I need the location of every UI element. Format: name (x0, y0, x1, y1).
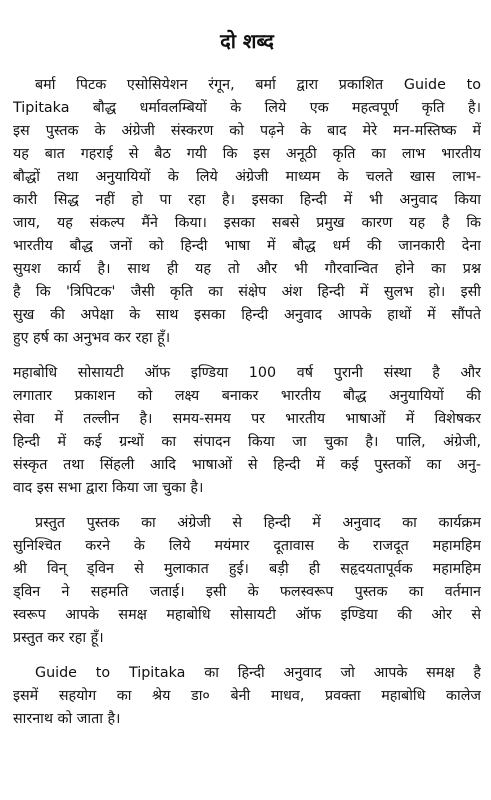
paragraph-1 (13, 74, 481, 350)
text-line: स्वरूप आपके समक्ष महाबोधि सोसायटी ऑफ इण्डिया की ओर से (13, 607, 481, 623)
text-line: सुयश कार्य है। साथ ही यह तो और भी गौरवान्वित होने का प्रश्न (13, 261, 481, 277)
text-line: इस पुस्तक के अंग्रेजी संस्करण को पढ़ने के बाद मेरे मन-मस्तिष्क में (13, 123, 481, 139)
text-line: हुए हर्ष का अनुभव कर रहा हूँ। (13, 330, 171, 346)
page-title: दो शब्द (220, 29, 274, 53)
text-line: भारतीय बौद्ध जनों को हिन्दी भाषा में बौद्ध धर्म की जानकारी देना (13, 238, 481, 254)
text-line: ड्विन ने सहमति जताई। इसी के फलस्वरूप पुस्तक का वर्तमान (13, 584, 481, 600)
text-line: सारनाथ को जाता है। (13, 711, 121, 727)
text-line: जाय, यह संकल्प मैंने किया। इसका सबसे प्रमुख कारण यह है कि (13, 215, 481, 231)
text-line: बर्मा पिटक एसोसियेशन रंगून, बर्मा द्वारा प्रकाशित Guide to (35, 77, 481, 93)
paragraph-3 (13, 512, 481, 650)
text-line: महाबोधि सोसायटी ऑफ इण्डिया 100 वर्ष पुरानी संस्था है और (13, 365, 481, 381)
paragraph-4 (13, 662, 481, 731)
text-line: श्री विन् ड्विन से मुलाकात हुई। बड़ी ही सहृदयतापूर्वक महामहिम (13, 561, 481, 577)
text-line: है कि 'त्रिपिटक' जैसी कृति का संक्षेप अंश हिन्दी में सुलभ हो। इसी (13, 284, 481, 300)
text-line: संस्कृत तथा सिंहली आदि भाषाओं से हिन्दी में कई पुस्तकों का अनु- (13, 457, 481, 473)
text-line: सुनिश्चित करने के लिये मयंमार दूतावास के राजदूत महामहिम (13, 538, 481, 554)
paragraph-2 (13, 362, 481, 500)
text-line: लगातार प्रकाशन को लक्ष्य बनाकर भारतीय बौद्ध अनुयायियों की (13, 388, 481, 404)
text-line: कारी सिद्ध नहीं हो पा रहा है। इसका हिन्दी में भी अनुवाद किया (13, 192, 481, 208)
text-line: सुख की अपेक्षा के साथ इसका हिन्दी अनुवाद आपके हाथों में सौंपते (13, 307, 481, 323)
text-line: वाद इस सभा द्वारा किया जा चुका है। (13, 480, 204, 496)
text-line: यह बात गहराई से बैठ गयी कि इस अनूठी कृति का लाभ भारतीय (13, 146, 481, 162)
text-line: हिन्दी में कई ग्रन्थों का संपादन किया जा चुका है। पालि, अंग्रेजी, (13, 434, 481, 450)
text-line: Tipitaka बौद्ध धर्मावलम्बियों के लिये एक महत्वपूर्ण कृति है। (13, 100, 481, 116)
text-line: प्रस्तुत पुस्तक का अंग्रेजी से हिन्दी में अनुवाद का कार्यक्रम (35, 515, 481, 531)
text-line: Guide to Tipitaka का हिन्दी अनुवाद जो आपके समक्ष है (35, 665, 481, 681)
text-line: प्रस्तुत कर रहा हूँ। (13, 630, 104, 646)
text-line: इसमें सहयोग का श्रेय डा० बेनी माधव, प्रवक्ता महाबोधि कालेज (13, 688, 481, 704)
text-line: सेवा में तल्लीन है। समय-समय पर भारतीय भाषाओं में विशेषकर (13, 411, 481, 427)
text-line: बौद्धों तथा अनुयायियों के लिये अंग्रेजी माध्यम के चलते खास लाभ- (13, 169, 481, 185)
